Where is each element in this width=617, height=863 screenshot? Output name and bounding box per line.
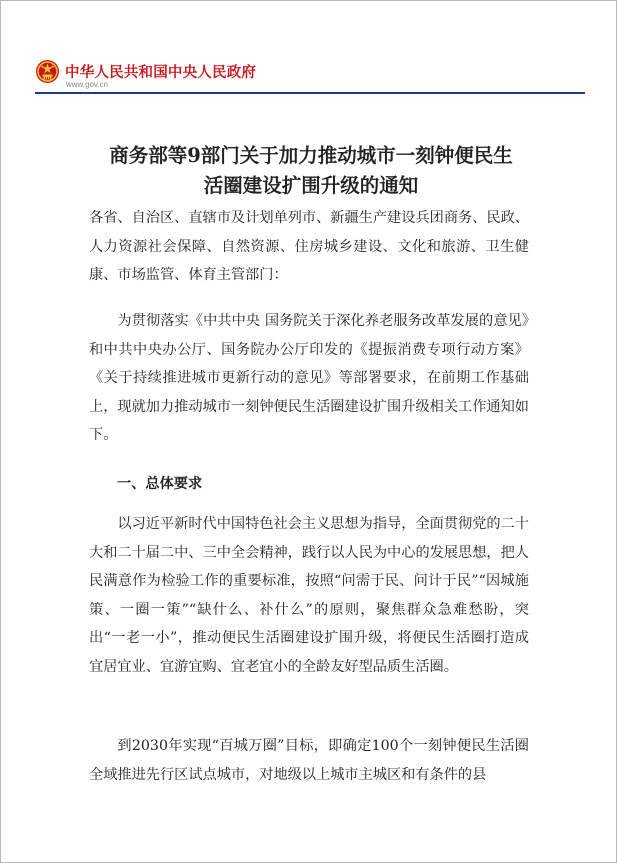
addressee-paragraph: 各省、自治区、直辖市及计划单列市、新疆生产建设兵团商务、民政、人力资源社会保障、自然资源、住房城乡建设、文化和旅游、卫生健康、市场监管、体育主管部门： [89, 210, 529, 284]
site-url: www.gov.cn [66, 80, 109, 89]
body-paragraph: 以习近平新时代中国特色社会主义思想为指导，全面贯彻党的二十大和二十届二中、三中全会精神，践行以人民为中心的发展思想，把人民满意作为检验工作的重要标准，按照“问需于民、问计于民”“因城施策、一圈一策”“缺什么、补什么”的原则，聚焦群众急难愁盼，突出“一老一小”，推动便民生活圈建设扩围升级，将便民生活圈打造成宜居宜业、宜游宜购、宜老宜小的全龄友好型品质生活圈。 [89, 516, 529, 675]
document-title [61, 141, 561, 201]
document-title-line-2: 活圈建设扩围升级的通知 [203, 174, 419, 197]
document-title-line-1: 商务部等9部门关于加力推动城市一刻钟便民生 [109, 144, 513, 167]
section-heading: 一、总体要求 [117, 476, 203, 492]
body-paragraph: 到2030年实现“百城万圈”目标，即确定100个一刻钟便民生活圈全域推进先行区试点城市，对地级以上城市主城区和有条件的县 [89, 738, 529, 783]
intro-paragraph: 为贯彻落实《中共中央 国务院关于深化养老服务改革发展的意见》和中共中央办公厅、国务院办公厅印发的《提振消费专项行动方案》《关于持续推进城市更新行动的意见》等部署要求，在前期工作基础上，现就加力推动城市一刻钟便民生活圈建设扩围升级相关工作通知如下。 [89, 313, 529, 444]
site-name: 中华人民共和国中央人民政府 [65, 65, 257, 81]
header-divider [35, 92, 585, 94]
site-header [35, 53, 585, 97]
national-emblem-icon [35, 59, 60, 84]
